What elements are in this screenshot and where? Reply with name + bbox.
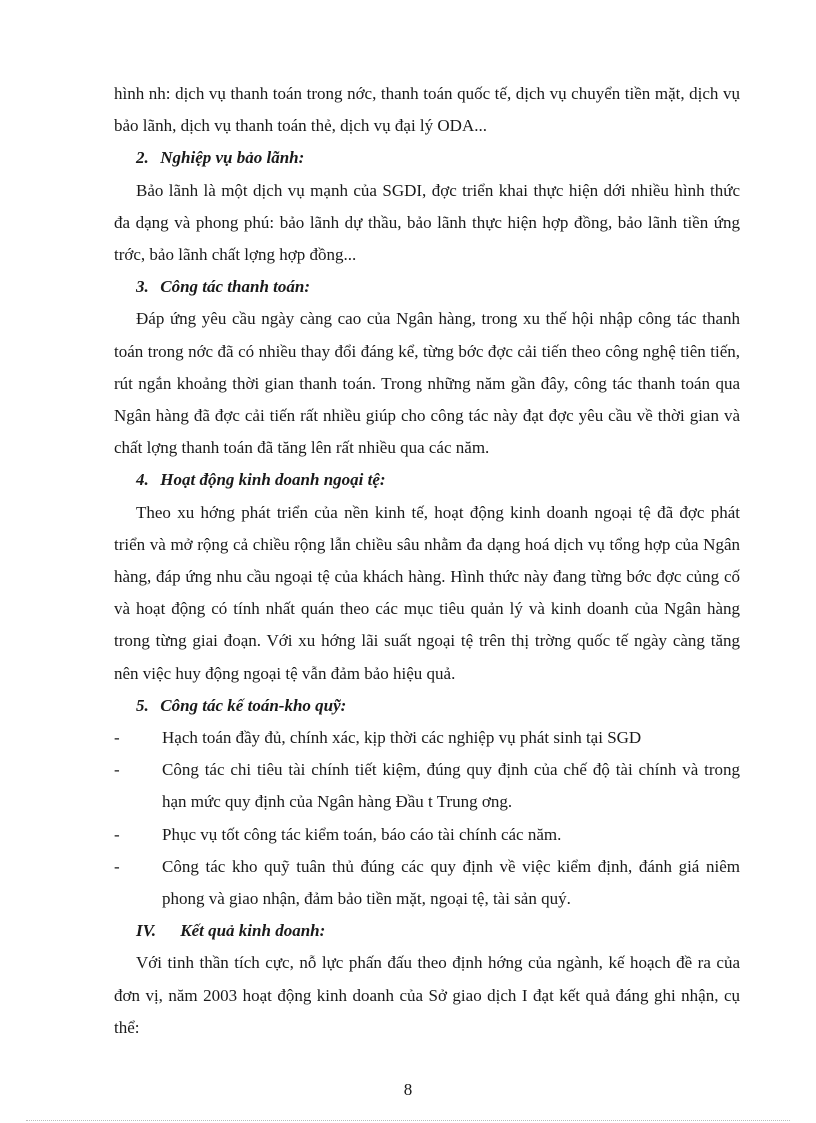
dash-bullet: - <box>114 824 120 844</box>
list-item-text: Hạch toán đầy đủ, chính xác, kịp thời các nghiệp vụ phát sinh tại SGD <box>162 728 642 748</box>
list-item <box>114 819 740 851</box>
section-title: Nghiệp vụ bảo lãnh: <box>160 148 305 168</box>
section-body: Bảo lãnh là một dịch vụ mạnh của SGDI, đợc triển khai thực hiện dới nhiều hình thức đa dạng và phong phú: bảo lãnh dự thầu, bảo lãnh thực hiện hợp đồng, bảo lãnh tiền ứng trớc, bảo lãnh chất lợng hợp đồng... <box>114 180 740 265</box>
section-guarantee <box>114 142 740 271</box>
section-body: Đáp ứng yêu cầu ngày càng cao của Ngân hàng, trong xu thế hội nhập công tác thanh toán trong nớc đã có nhiều thay đổi đáng kể, từng bớc đợc cải tiến theo công nghệ tiên tiến, rút ngắn khoảng thời gian thanh toán. Trong những năm gần đây, công tác thanh toán qua Ngân hàng đã đợc cải tiến rất nhiều giúp cho công tác này đạt đợc yêu cầu về thời gian và chất lợng thanh toán đã tăng lên rất nhiều qua các năm. <box>114 309 740 458</box>
dash-bullet: - <box>114 728 120 748</box>
section-title: Công tác kế toán-kho quỹ: <box>160 695 347 715</box>
section-results <box>114 915 740 1044</box>
section-number: 3. <box>136 277 149 297</box>
section-body: Theo xu hớng phát triển của nền kinh tế, hoạt động kinh doanh ngoại tệ đã đợc phát triển và mở rộng cả chiều rộng lẫn chiều sâu nhằm đa dạng hoá dịch vụ tổng hợp của Ngân hàng, đáp ứng nhu cầu ngoại tệ của khách hàng. Hình thức này đang từng bớc đợc củng cố và hoạt động có tính nhất quán theo các mục tiêu quản lý và kinh doanh của Ngân hàng trong từng giai đoạn. Với xu hớng lãi suất ngoại tệ trên thị trờng quốc tế ngày càng tăng nên việc huy động ngoại tệ vẫn đảm bảo hiệu quả. <box>114 502 740 683</box>
list-item-text: Công tác kho quỹ tuân thủ đúng các quy định về việc kiểm định, đánh giá niêm phong và giao nhận, đảm bảo tiền mặt, ngoại tệ, tài sản quý. <box>162 856 740 909</box>
list-item <box>114 754 740 818</box>
section-title: Kết quả kinh doanh: <box>180 921 326 941</box>
section-title: Công tác thanh toán: <box>160 277 310 297</box>
page-number: 8 <box>403 1080 413 1099</box>
footer-divider <box>26 1120 790 1121</box>
dash-bullet: - <box>114 760 120 780</box>
section-title: Hoạt động kinh doanh ngoại tệ: <box>160 470 386 490</box>
section-number: 4. <box>136 470 149 490</box>
section-heading <box>114 271 740 303</box>
section-forex <box>114 464 740 689</box>
section-heading <box>114 915 740 947</box>
section-number: IV. <box>136 921 157 941</box>
section-number: 5. <box>136 695 149 715</box>
section-number: 2. <box>136 148 149 168</box>
list-item-text: Công tác chi tiêu tài chính tiết kiệm, đúng quy định của chế độ tài chính và trong hạn mức quy định của Ngân hàng Đầu t Trung ơng. <box>162 760 740 812</box>
section-accounting <box>114 690 740 915</box>
section-heading <box>114 690 740 722</box>
dash-bullet: - <box>114 856 120 876</box>
section-heading <box>114 464 740 496</box>
list-item-text: Phục vụ tốt công tác kiểm toán, báo cáo tài chính các năm. <box>162 824 562 844</box>
section-payment <box>114 271 740 464</box>
accounting-list <box>114 722 740 915</box>
section-heading <box>114 142 740 174</box>
list-item <box>114 722 740 754</box>
document-page <box>114 78 740 1044</box>
list-item <box>114 851 740 915</box>
section-body: Với tinh thần tích cực, nỗ lực phấn đấu theo định hớng của ngành, kế hoạch đề ra của đơn vị, năm 2003 hoạt động kinh doanh của Sở giao dịch I đạt kết quả đáng ghi nhận, cụ thể: <box>114 953 740 1037</box>
intro-paragraph: hình nh: dịch vụ thanh toán trong nớc, thanh toán quốc tế, dịch vụ chuyển tiền mặt, dịch vụ bảo lãnh, dịch vụ thanh toán thẻ, dịch vụ đại lý ODA... <box>114 84 740 136</box>
